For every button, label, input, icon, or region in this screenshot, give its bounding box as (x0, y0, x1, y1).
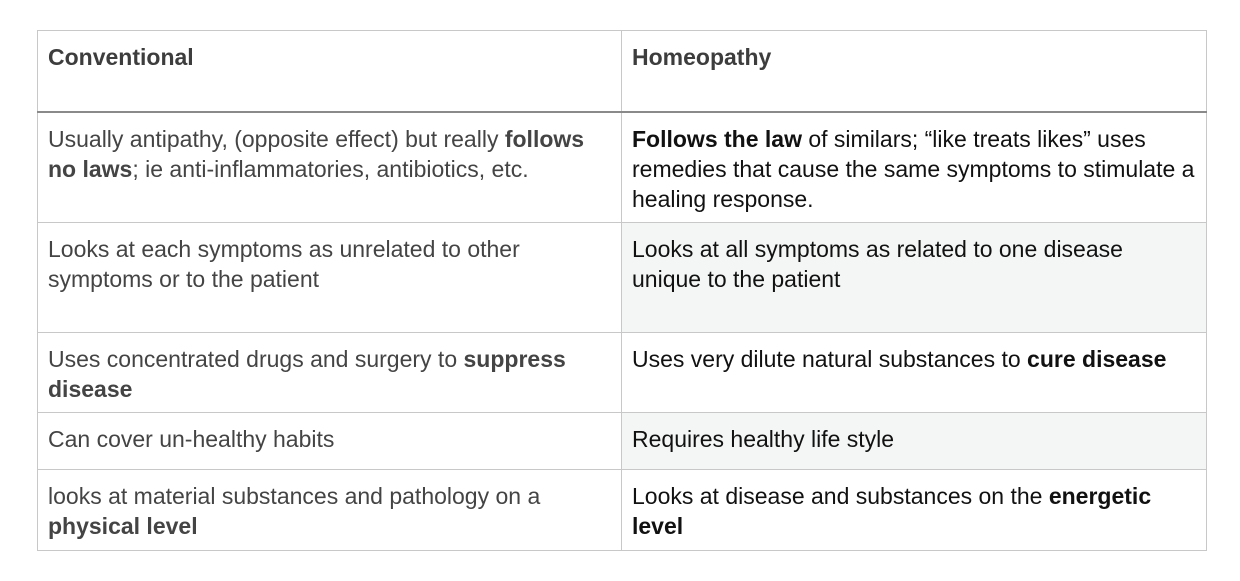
homeopathy-cell (622, 112, 1207, 223)
cell-text-bold: Follows the law (632, 125, 802, 152)
conventional-cell (38, 470, 622, 551)
homeopathy-cell (622, 223, 1207, 333)
cell-text: Looks at each symptoms as unrelated to other symptoms or to the patient (48, 236, 520, 292)
cell-text: ; ie anti-inflammatories, antibiotics, etc. (132, 155, 529, 182)
homeopathy-cell (622, 413, 1207, 470)
conventional-cell (38, 413, 622, 470)
table-row (38, 413, 1207, 470)
cell-text: Can cover un-healthy habits (48, 426, 335, 452)
table-header-row (38, 31, 1207, 112)
cell-text: Usually antipathy, (opposite effect) but really (48, 125, 505, 152)
cell-text-bold: suppress disease (48, 346, 566, 402)
header-conventional: Conventional (38, 31, 622, 112)
cell-text-bold: cure disease (1027, 346, 1167, 372)
cell-text: looks at material substances and pathology on a (48, 483, 541, 509)
comparison-table (37, 30, 1207, 551)
cell-text: Requires healthy life style (632, 426, 895, 452)
cell-text-bold: energetic level (632, 483, 1152, 539)
conventional-cell (38, 333, 622, 413)
cell-text: Uses very dilute natural substances to (632, 346, 1028, 372)
conventional-cell (38, 223, 622, 333)
cell-text: Uses concentrated drugs and surgery to (48, 346, 464, 372)
table-row (38, 470, 1207, 551)
cell-text-bold: physical level (48, 513, 198, 539)
homeopathy-cell (622, 470, 1207, 551)
table-row (38, 112, 1207, 223)
cell-text-bold: follows no laws (48, 125, 585, 182)
conventional-cell (38, 112, 622, 223)
cell-text: of similars; “like treats likes” uses remedies that cause the same symptoms to stimulate a healing response. (632, 125, 1195, 212)
table-row (38, 333, 1207, 413)
table-row (38, 223, 1207, 333)
header-homeopathy: Homeopathy (622, 31, 1207, 112)
cell-text: Looks at all symptoms as related to one disease unique to the patient (632, 236, 1123, 292)
cell-text: Looks at disease and substances on the (632, 483, 1049, 509)
homeopathy-cell (622, 333, 1207, 413)
